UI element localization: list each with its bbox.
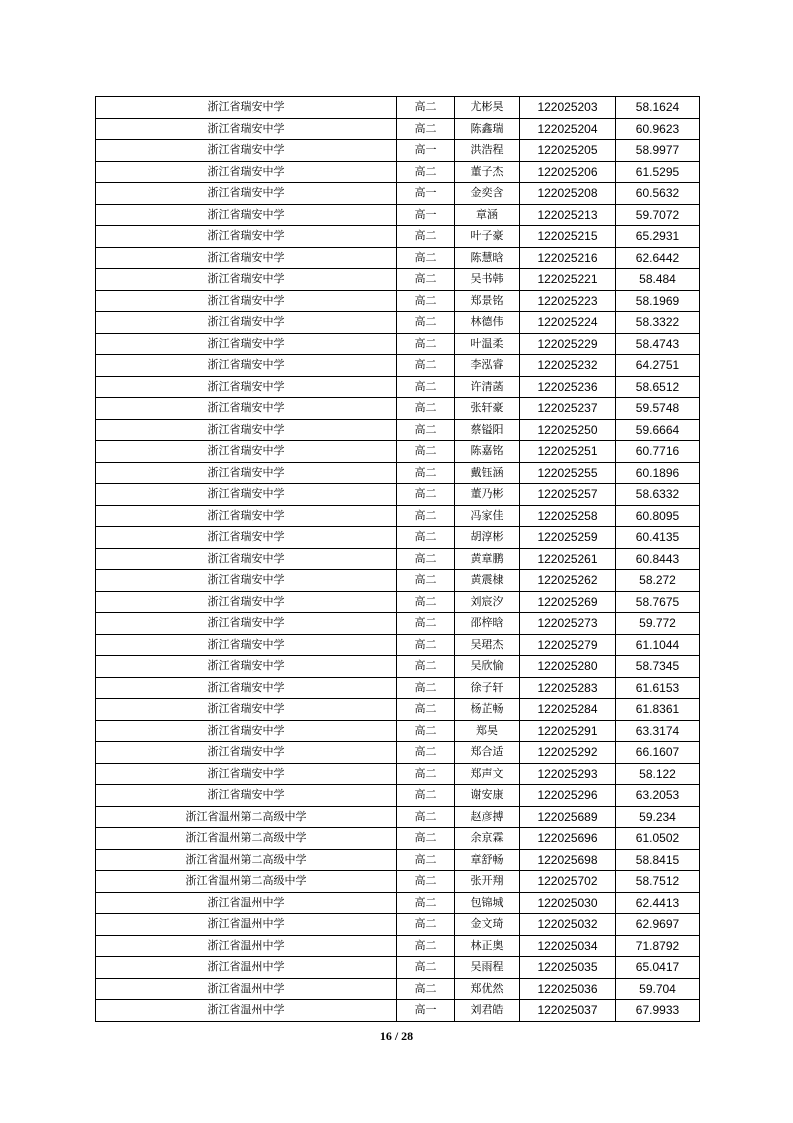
name-cell: 邵梓晗 [455, 613, 520, 635]
exam-id-cell: 122025258 [520, 505, 616, 527]
school-cell: 浙江省瑞安中学 [96, 742, 397, 764]
score-cell: 58.272 [616, 570, 700, 592]
school-cell: 浙江省瑞安中学 [96, 161, 397, 183]
name-cell: 许清菡 [455, 376, 520, 398]
grade-cell: 高二 [397, 656, 455, 678]
name-cell: 董乃彬 [455, 484, 520, 506]
school-cell: 浙江省温州第二高级中学 [96, 849, 397, 871]
score-cell: 60.4135 [616, 527, 700, 549]
name-cell: 陈嘉铭 [455, 441, 520, 463]
school-cell: 浙江省温州中学 [96, 914, 397, 936]
name-cell: 陈慧晗 [455, 247, 520, 269]
score-cell: 59.772 [616, 613, 700, 635]
grade-cell: 高二 [397, 376, 455, 398]
grade-cell: 高二 [397, 914, 455, 936]
name-cell: 章舒畅 [455, 849, 520, 871]
school-cell: 浙江省瑞安中学 [96, 312, 397, 334]
school-cell: 浙江省温州中学 [96, 1000, 397, 1022]
exam-id-cell: 122025280 [520, 656, 616, 678]
table-row [96, 290, 700, 312]
school-cell: 浙江省瑞安中学 [96, 269, 397, 291]
name-cell: 尤彬昊 [455, 97, 520, 119]
table-row [96, 441, 700, 463]
score-cell: 61.6153 [616, 677, 700, 699]
name-cell: 林正奥 [455, 935, 520, 957]
school-cell: 浙江省瑞安中学 [96, 677, 397, 699]
school-cell: 浙江省瑞安中学 [96, 140, 397, 162]
score-cell: 59.704 [616, 978, 700, 1000]
grade-cell: 高二 [397, 892, 455, 914]
exam-id-cell: 122025229 [520, 333, 616, 355]
exam-id-cell: 122025279 [520, 634, 616, 656]
school-cell: 浙江省瑞安中学 [96, 376, 397, 398]
grade-cell: 高二 [397, 720, 455, 742]
exam-id-cell: 122025223 [520, 290, 616, 312]
score-cell: 58.7512 [616, 871, 700, 893]
school-cell: 浙江省温州中学 [96, 978, 397, 1000]
school-cell: 浙江省瑞安中学 [96, 484, 397, 506]
grade-cell: 高一 [397, 1000, 455, 1022]
table-row [96, 978, 700, 1000]
exam-id-cell: 122025216 [520, 247, 616, 269]
grade-cell: 高二 [397, 484, 455, 506]
exam-id-cell: 122025250 [520, 419, 616, 441]
exam-id-cell: 122025291 [520, 720, 616, 742]
name-cell: 李泓睿 [455, 355, 520, 377]
score-cell: 61.1044 [616, 634, 700, 656]
name-cell: 余京霖 [455, 828, 520, 850]
exam-id-cell: 122025698 [520, 849, 616, 871]
school-cell: 浙江省瑞安中学 [96, 548, 397, 570]
score-cell: 58.1969 [616, 290, 700, 312]
name-cell: 刘君皓 [455, 1000, 520, 1022]
grade-cell: 高二 [397, 290, 455, 312]
table-row [96, 204, 700, 226]
exam-id-cell: 122025232 [520, 355, 616, 377]
grade-cell: 高二 [397, 355, 455, 377]
school-cell: 浙江省瑞安中学 [96, 398, 397, 420]
table-row [96, 914, 700, 936]
grade-cell: 高二 [397, 441, 455, 463]
grade-cell: 高二 [397, 699, 455, 721]
exam-id-cell: 122025262 [520, 570, 616, 592]
name-cell: 胡淳彬 [455, 527, 520, 549]
grade-cell: 高二 [397, 935, 455, 957]
school-cell: 浙江省瑞安中学 [96, 699, 397, 721]
table-row [96, 462, 700, 484]
exam-id-cell: 122025257 [520, 484, 616, 506]
score-cell: 58.6512 [616, 376, 700, 398]
table-row [96, 570, 700, 592]
school-cell: 浙江省瑞安中学 [96, 183, 397, 205]
table-row [96, 763, 700, 785]
exam-id-cell: 122025208 [520, 183, 616, 205]
table-row [96, 376, 700, 398]
score-table [95, 96, 700, 1022]
exam-id-cell: 122025221 [520, 269, 616, 291]
exam-id-cell: 122025689 [520, 806, 616, 828]
grade-cell: 高二 [397, 548, 455, 570]
name-cell: 吴书韩 [455, 269, 520, 291]
table-row [96, 785, 700, 807]
name-cell: 吴雨程 [455, 957, 520, 979]
score-cell: 59.7072 [616, 204, 700, 226]
table-row [96, 333, 700, 355]
table-row [96, 312, 700, 334]
page-number: 16 / 28 [379, 1029, 414, 1043]
grade-cell: 高二 [397, 226, 455, 248]
table-row [96, 634, 700, 656]
school-cell: 浙江省瑞安中学 [96, 656, 397, 678]
table-row [96, 806, 700, 828]
score-cell: 58.7675 [616, 591, 700, 613]
grade-cell: 高二 [397, 591, 455, 613]
school-cell: 浙江省瑞安中学 [96, 505, 397, 527]
grade-cell: 高二 [397, 871, 455, 893]
table-row [96, 957, 700, 979]
name-cell: 郑声文 [455, 763, 520, 785]
table-row [96, 656, 700, 678]
table-row [96, 613, 700, 635]
table-row [96, 1000, 700, 1022]
exam-id-cell: 122025293 [520, 763, 616, 785]
school-cell: 浙江省瑞安中学 [96, 118, 397, 140]
name-cell: 章涵 [455, 204, 520, 226]
school-cell: 浙江省瑞安中学 [96, 333, 397, 355]
school-cell: 浙江省温州第二高级中学 [96, 871, 397, 893]
exam-id-cell: 122025273 [520, 613, 616, 635]
school-cell: 浙江省温州第二高级中学 [96, 828, 397, 850]
score-cell: 59.234 [616, 806, 700, 828]
table-row [96, 720, 700, 742]
exam-id-cell: 122025034 [520, 935, 616, 957]
score-cell: 58.9977 [616, 140, 700, 162]
table-row [96, 226, 700, 248]
school-cell: 浙江省瑞安中学 [96, 763, 397, 785]
score-cell: 63.2053 [616, 785, 700, 807]
school-cell: 浙江省瑞安中学 [96, 634, 397, 656]
name-cell: 包锦城 [455, 892, 520, 914]
grade-cell: 高二 [397, 247, 455, 269]
exam-id-cell: 122025206 [520, 161, 616, 183]
school-cell: 浙江省温州中学 [96, 892, 397, 914]
table-row [96, 269, 700, 291]
school-cell: 浙江省瑞安中学 [96, 355, 397, 377]
table-row [96, 527, 700, 549]
exam-id-cell: 122025224 [520, 312, 616, 334]
school-cell: 浙江省瑞安中学 [96, 527, 397, 549]
exam-id-cell: 122025237 [520, 398, 616, 420]
grade-cell: 高二 [397, 763, 455, 785]
grade-cell: 高二 [397, 505, 455, 527]
score-cell: 60.1896 [616, 462, 700, 484]
school-cell: 浙江省瑞安中学 [96, 441, 397, 463]
school-cell: 浙江省瑞安中学 [96, 720, 397, 742]
table-row [96, 849, 700, 871]
school-cell: 浙江省瑞安中学 [96, 591, 397, 613]
exam-id-cell: 122025296 [520, 785, 616, 807]
score-cell: 58.3322 [616, 312, 700, 334]
grade-cell: 高二 [397, 462, 455, 484]
table-row [96, 118, 700, 140]
grade-cell: 高一 [397, 204, 455, 226]
exam-id-cell: 122025284 [520, 699, 616, 721]
exam-id-cell: 122025255 [520, 462, 616, 484]
name-cell: 郑景铭 [455, 290, 520, 312]
score-cell: 61.8361 [616, 699, 700, 721]
grade-cell: 高一 [397, 140, 455, 162]
school-cell: 浙江省温州第二高级中学 [96, 806, 397, 828]
grade-cell: 高二 [397, 634, 455, 656]
table-row [96, 419, 700, 441]
table-row [96, 892, 700, 914]
grade-cell: 高二 [397, 312, 455, 334]
grade-cell: 高二 [397, 849, 455, 871]
table-row [96, 591, 700, 613]
exam-id-cell: 122025259 [520, 527, 616, 549]
score-cell: 71.8792 [616, 935, 700, 957]
grade-cell: 高二 [397, 161, 455, 183]
school-cell: 浙江省温州中学 [96, 935, 397, 957]
school-cell: 浙江省瑞安中学 [96, 290, 397, 312]
score-cell: 58.484 [616, 269, 700, 291]
name-cell: 冯家佳 [455, 505, 520, 527]
name-cell: 蔡镒阳 [455, 419, 520, 441]
school-cell: 浙江省瑞安中学 [96, 570, 397, 592]
table-row [96, 183, 700, 205]
exam-id-cell: 122025035 [520, 957, 616, 979]
name-cell: 董子杰 [455, 161, 520, 183]
name-cell: 赵彦搏 [455, 806, 520, 828]
table-row [96, 677, 700, 699]
score-cell: 58.8415 [616, 849, 700, 871]
table-row [96, 247, 700, 269]
table-row [96, 505, 700, 527]
grade-cell: 高二 [397, 118, 455, 140]
name-cell: 叶温柔 [455, 333, 520, 355]
score-cell: 64.2751 [616, 355, 700, 377]
score-cell: 59.6664 [616, 419, 700, 441]
name-cell: 郑优然 [455, 978, 520, 1000]
score-cell: 66.1607 [616, 742, 700, 764]
school-cell: 浙江省瑞安中学 [96, 204, 397, 226]
school-cell: 浙江省瑞安中学 [96, 247, 397, 269]
name-cell: 谢安康 [455, 785, 520, 807]
score-cell: 67.9933 [616, 1000, 700, 1022]
name-cell: 金文琦 [455, 914, 520, 936]
table-row [96, 742, 700, 764]
exam-id-cell: 122025203 [520, 97, 616, 119]
exam-id-cell: 122025251 [520, 441, 616, 463]
grade-cell: 高二 [397, 398, 455, 420]
table-row [96, 140, 700, 162]
name-cell: 刘宸汐 [455, 591, 520, 613]
score-cell: 58.6332 [616, 484, 700, 506]
table-row [96, 935, 700, 957]
table-row [96, 828, 700, 850]
exam-id-cell: 122025696 [520, 828, 616, 850]
grade-cell: 高二 [397, 419, 455, 441]
table-row [96, 398, 700, 420]
score-cell: 61.0502 [616, 828, 700, 850]
exam-id-cell: 122025283 [520, 677, 616, 699]
score-cell: 62.4413 [616, 892, 700, 914]
school-cell: 浙江省瑞安中学 [96, 419, 397, 441]
name-cell: 郑合适 [455, 742, 520, 764]
table-body [96, 97, 700, 1022]
table-row [96, 548, 700, 570]
name-cell: 郑昊 [455, 720, 520, 742]
grade-cell: 高二 [397, 269, 455, 291]
grade-cell: 高二 [397, 785, 455, 807]
grade-cell: 高一 [397, 183, 455, 205]
table-row [96, 97, 700, 119]
exam-id-cell: 122025030 [520, 892, 616, 914]
score-cell: 62.6442 [616, 247, 700, 269]
exam-id-cell: 122025036 [520, 978, 616, 1000]
grade-cell: 高二 [397, 613, 455, 635]
grade-cell: 高二 [397, 828, 455, 850]
grade-cell: 高二 [397, 333, 455, 355]
score-cell: 60.5632 [616, 183, 700, 205]
school-cell: 浙江省瑞安中学 [96, 613, 397, 635]
table-row [96, 355, 700, 377]
grade-cell: 高二 [397, 97, 455, 119]
score-cell: 59.5748 [616, 398, 700, 420]
exam-id-cell: 122025213 [520, 204, 616, 226]
score-cell: 62.9697 [616, 914, 700, 936]
exam-id-cell: 122025292 [520, 742, 616, 764]
name-cell: 黄震棣 [455, 570, 520, 592]
grade-cell: 高二 [397, 957, 455, 979]
score-cell: 61.5295 [616, 161, 700, 183]
name-cell: 杨芷畅 [455, 699, 520, 721]
score-cell: 60.8095 [616, 505, 700, 527]
grade-cell: 高二 [397, 742, 455, 764]
exam-id-cell: 122025215 [520, 226, 616, 248]
score-cell: 58.7345 [616, 656, 700, 678]
grade-cell: 高二 [397, 527, 455, 549]
score-cell: 58.1624 [616, 97, 700, 119]
school-cell: 浙江省瑞安中学 [96, 462, 397, 484]
exam-id-cell: 122025236 [520, 376, 616, 398]
score-cell: 65.2931 [616, 226, 700, 248]
exam-id-cell: 122025032 [520, 914, 616, 936]
name-cell: 叶子豪 [455, 226, 520, 248]
score-cell: 58.122 [616, 763, 700, 785]
score-cell: 58.4743 [616, 333, 700, 355]
score-cell: 63.3174 [616, 720, 700, 742]
grade-cell: 高二 [397, 978, 455, 1000]
school-cell: 浙江省温州中学 [96, 957, 397, 979]
name-cell: 戴钰涵 [455, 462, 520, 484]
grade-cell: 高二 [397, 677, 455, 699]
score-cell: 60.7716 [616, 441, 700, 463]
name-cell: 吴珺杰 [455, 634, 520, 656]
name-cell: 洪浩程 [455, 140, 520, 162]
name-cell: 张开翔 [455, 871, 520, 893]
grade-cell: 高二 [397, 570, 455, 592]
table-row [96, 699, 700, 721]
exam-id-cell: 122025261 [520, 548, 616, 570]
score-cell: 60.9623 [616, 118, 700, 140]
school-cell: 浙江省瑞安中学 [96, 97, 397, 119]
table-row [96, 871, 700, 893]
score-cell: 60.8443 [616, 548, 700, 570]
name-cell: 徐子轩 [455, 677, 520, 699]
name-cell: 金奕含 [455, 183, 520, 205]
name-cell: 林德伟 [455, 312, 520, 334]
name-cell: 张轩豪 [455, 398, 520, 420]
school-cell: 浙江省瑞安中学 [96, 226, 397, 248]
exam-id-cell: 122025702 [520, 871, 616, 893]
school-cell: 浙江省瑞安中学 [96, 785, 397, 807]
name-cell: 吴欣愉 [455, 656, 520, 678]
table-row [96, 484, 700, 506]
exam-id-cell: 122025269 [520, 591, 616, 613]
name-cell: 黄章鹏 [455, 548, 520, 570]
exam-id-cell: 122025037 [520, 1000, 616, 1022]
score-cell: 65.0417 [616, 957, 700, 979]
grade-cell: 高二 [397, 806, 455, 828]
exam-id-cell: 122025205 [520, 140, 616, 162]
exam-id-cell: 122025204 [520, 118, 616, 140]
table-row [96, 161, 700, 183]
name-cell: 陈鑫瑞 [455, 118, 520, 140]
